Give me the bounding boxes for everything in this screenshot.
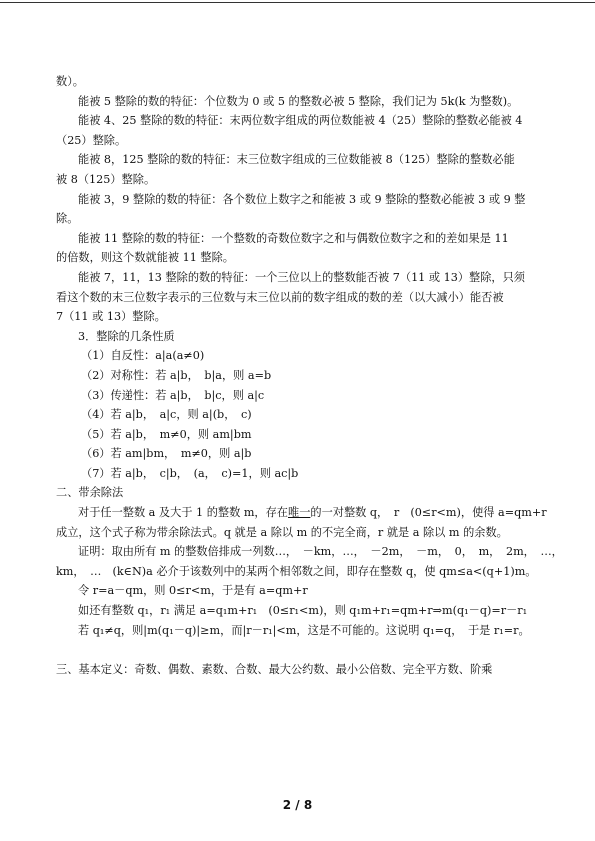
proof-line-5: 若 q₁≠q，则|m(q₁－q)|≥m，而|r－r₁|<m，这是不可能的。这说明 q₁=q， 于是 r₁=r。	[78, 623, 530, 637]
proof-line-3: 令 r=a－qm，则 0≤r<m，于是有 a=qm+r	[78, 584, 308, 598]
property-6: （6）若 am|bm， m≠0，则 a|b	[81, 447, 252, 461]
rule-divisible-by-4-25-cont: （25）整除。	[56, 133, 127, 147]
page-number: 2 / 8	[282, 798, 313, 812]
rule-divisible-by-7-11-13: 能被 7，11，13 整除的数的特征：一个三位以上的整数能否被 7（11 或 13）整除，只须	[78, 270, 525, 284]
rule-divisible-by-5: 能被 5 整除的数的特征：个位数为 0 或 5 的整数必被 5 整除，我们记为 5k(k 为整数)。	[78, 94, 519, 108]
rule-divisible-by-11: 能被 11 整除的数的特征：一个整数的奇数位数字之和与偶数位数字之和的差如果是 11	[78, 231, 509, 245]
rule-divisible-by-8-125-cont: 被 8（125）整除。	[56, 172, 156, 186]
rule-divisible-by-4-25: 能被 4、25 整除的数的特征：末两位数字组成的两位数能被 4（25）整除的整数必能被 4	[78, 114, 523, 128]
rule-divisible-by-11-cont: 的倍数，则这个数就能被 11 整除。	[56, 251, 234, 265]
paragraph-continuation: 数）。	[56, 75, 84, 88]
property-4: （4）若 a|b， a|c，则 a|(b， c)	[81, 408, 252, 422]
rule-divisible-by-8-125: 能被 8，125 整除的数的特征：末三位数字组成的三位数能被 8（125）整除的整数必能	[78, 153, 515, 167]
text-span: 的一对整数 q， r (0≤r<m)，使得 a=qm+r	[310, 506, 547, 520]
rule-divisible-by-3-9: 能被 3，9 整除的数的特征：各个数位上数字之和能被 3 或 9 整除的整数必能被 3 或 9 整	[78, 192, 526, 206]
subsection-heading-properties: 3．整除的几条性质	[78, 329, 175, 343]
underlined-term: 唯一	[288, 506, 311, 520]
proof-line-2: km， … (k∈N)a 必介于该数列中的某两个相邻数之间，即存在整数 q，使 qm≤a<(q+1)m。	[56, 564, 537, 578]
property-2: （2）对称性：若 a|b， b|a，则 a=b	[81, 368, 272, 382]
proof-line-4: 如还有整数 q₁，r₁ 满足 a=q₁m+r₁ (0≤r₁<m)，则 q₁m+r₁=qm+r⇒m(q₁－q)=r－r₁	[78, 604, 528, 618]
rule-divisible-by-3-9-cont: 除。	[56, 212, 79, 226]
division-statement-cont: 成立，这个式子称为带余除法式。q 就是 a 除以 m 的不完全商，r 就是 a 除以 m 的余数。	[56, 525, 508, 539]
proof-line-1: 证明：取由所有 m 的整数倍排成一列数…， －km，…， －2m， －m， 0， m， 2m， …，	[78, 545, 563, 559]
document-page	[56, 72, 563, 679]
text-span: 对于任一整数 a 及大于 1 的整数 m，存在	[78, 506, 288, 520]
division-statement	[56, 503, 547, 523]
property-7: （7）若 a|b， c|b， (a， c)=1，则 ac|b	[81, 466, 299, 480]
rule-divisible-by-7-11-13-cont2: 7（11 或 13）整除。	[56, 310, 166, 324]
blank-line	[56, 640, 540, 660]
section-heading-basic-definitions: 三、基本定义：奇数、偶数、素数、合数、最大公约数、最小公倍数、完全平方数、阶乘	[56, 662, 493, 676]
property-5: （5）若 a|b， m≠0，则 am|bm	[81, 427, 252, 441]
header-rule	[0, 2, 595, 3]
property-1: （1）自反性：a|a(a≠0)	[81, 349, 205, 363]
section-heading-division-with-remainder: 二、带余除法	[56, 486, 124, 500]
rule-divisible-by-7-11-13-cont: 看这个数的末三位数字表示的三位数与末三位以前的数字组成的数的差（以大减小）能否被	[56, 290, 504, 304]
property-3: （3）传递性：若 a|b， b|c，则 a|c	[81, 388, 265, 402]
